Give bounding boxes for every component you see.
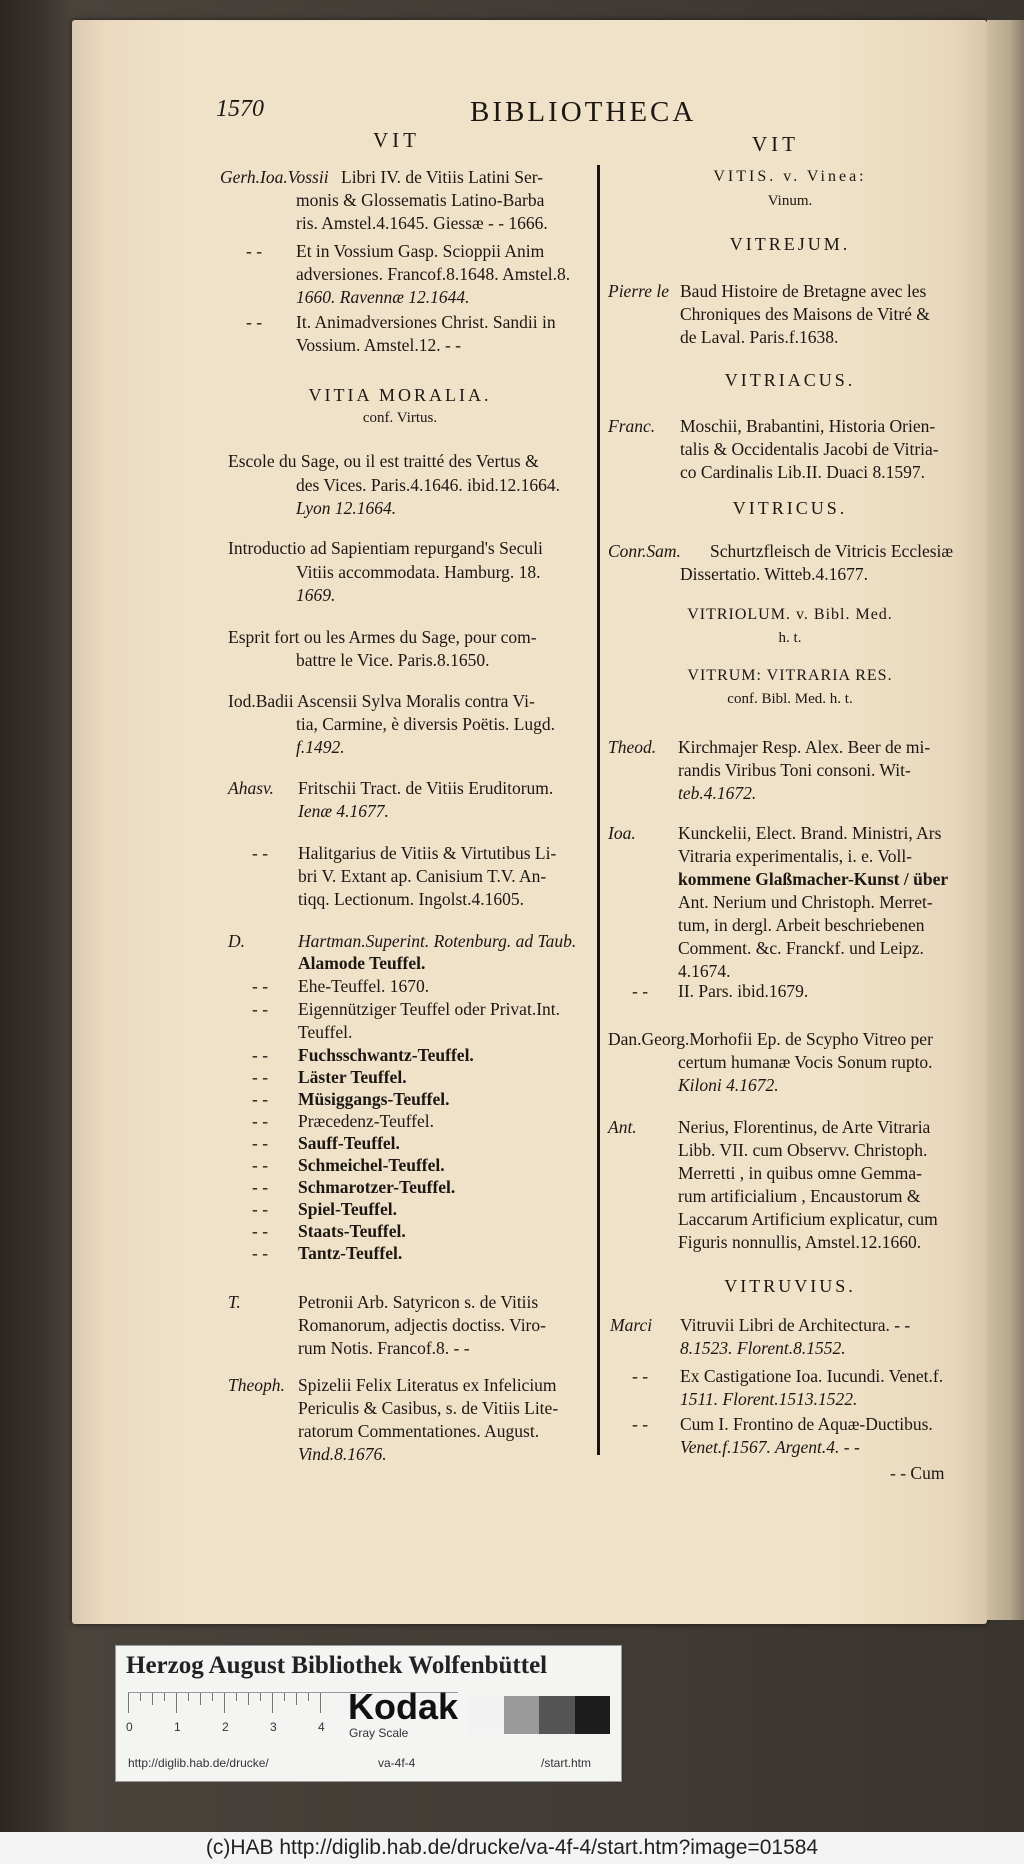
entry-text: Esprit fort ou les Armes du Sage, pour com- — [228, 627, 537, 647]
list-item: Müsiggangs-Teuffel. — [298, 1089, 450, 1109]
entry-text: randis Viribus Toni consoni. Wit- — [678, 760, 911, 780]
dash-marker: - - — [632, 1366, 649, 1386]
column-divider — [597, 165, 600, 1455]
entry-text: Nerius, Florentinus, de Arte Vitraria — [678, 1117, 931, 1137]
entry-author: Ioa. — [608, 823, 636, 843]
entry-text: Spizelii Felix Literatus ex Infelicium — [298, 1375, 557, 1395]
right-column-head: VIT — [752, 132, 799, 156]
entry-text: Comment. &c. Franckf. und Leipz. — [678, 938, 924, 958]
footer-bar — [0, 1832, 1024, 1864]
list-item: Läster Teuffel. — [298, 1067, 407, 1087]
entry-text: Vitiis accommodata. Hamburg. 18. — [296, 562, 541, 582]
entry-text: Et in Vossium Gasp. Scioppii Anim — [296, 241, 545, 261]
dash-marker: - - — [252, 1045, 269, 1065]
card-signature: va-4f-4 — [378, 1756, 416, 1770]
library-name: Herzog August Bibliothek Wolfenbüttel — [126, 1652, 548, 1679]
list-item: Eigennütziger Teuffel oder Privat.Int. — [298, 999, 561, 1019]
dash-marker: - - — [252, 843, 269, 863]
section-heading: VITIS. v. Vinea: — [713, 168, 867, 185]
entry-text: Schurtzfleisch de Vitricis Ecclesiæ — [710, 541, 954, 561]
entry-text: battre le Vice. Paris.8.1650. — [296, 650, 490, 670]
scale-number: 4 — [318, 1720, 325, 1734]
entry-text: Kunckelii, Elect. Brand. Ministri, Ars — [678, 823, 942, 843]
list-item: Spiel-Teuffel. — [298, 1199, 398, 1219]
entry-author: Franc. — [608, 416, 656, 436]
entry-text: Lyon 12.1664. — [296, 498, 397, 518]
ruler-tick — [248, 1693, 249, 1705]
scale-number: 2 — [222, 1720, 229, 1734]
next-page-edge — [987, 20, 1024, 1620]
entry-text: 8.1523. Florent.8.1552. — [680, 1338, 846, 1358]
dash-marker: - - — [252, 976, 269, 996]
list-item: Tantz-Teuffel. — [298, 1243, 403, 1263]
entry-text: tum, in dergl. Arbeit beschriebenen — [678, 915, 925, 935]
entry-text: 4.1674. — [678, 961, 731, 981]
ruler-tick — [140, 1693, 141, 1701]
dash-marker: - - — [252, 999, 269, 1019]
list-item: Fuchsschwantz-Teuffel. — [298, 1045, 474, 1065]
dash-marker: - - — [252, 1133, 269, 1153]
list-item: Ehe-Teuffel. 1670. — [298, 976, 430, 996]
entry-text: rum artificialium , Encaustorum & — [678, 1186, 921, 1206]
entry-text: Ex Castigatione Ioa. Iucundi. Venet.f. — [680, 1366, 944, 1386]
gray-scale-patches — [468, 1696, 610, 1734]
entry-text: talis & Occidentalis Jacobi de Vitria- — [680, 439, 939, 459]
entry-text: Vossium. Amstel.12. - - — [296, 335, 461, 355]
entry-text: tia, Carmine, è diversis Poëtis. Lugd. — [296, 714, 556, 734]
dash-marker: - - — [252, 1067, 269, 1087]
ruler-tick — [308, 1693, 309, 1701]
dash-marker: - - — [246, 312, 263, 332]
entry-text: Kirchmajer Resp. Alex. Beer de mi- — [678, 737, 931, 757]
entry-author: Pierre le — [608, 281, 670, 301]
entry-text: Kiloni 4.1672. — [678, 1075, 779, 1095]
entry-text: Dan.Georg.Morhofii Ep. de Scypho Vitreo per — [608, 1029, 933, 1049]
entry-text: Petronii Arb. Satyricon s. de Vitiis — [298, 1292, 539, 1312]
entry-text: Iod.Badii Ascensii Sylva Moralis contra Vi- — [228, 691, 535, 711]
entry-text: Introductio ad Sapientiam repurgand's Seculi — [228, 538, 543, 558]
entry-text: It. Animadversiones Christ. Sandii in — [296, 312, 556, 332]
entry-text: Venet.f.1567. Argent.4. - - — [680, 1437, 860, 1457]
entry-author: Conr.Sam. — [608, 541, 681, 561]
ruler-tick — [224, 1693, 225, 1713]
entry-text: Romanorum, adjectis doctiss. Viro- — [298, 1315, 546, 1335]
dash-marker: - - — [632, 981, 649, 1001]
entry-text: Dissertatio. Witteb.4.1677. — [680, 564, 869, 584]
gray-patch — [575, 1696, 611, 1734]
gray-patch — [539, 1696, 575, 1734]
list-item: Præcedenz-Teuffel. — [298, 1111, 434, 1131]
ruler-tick — [296, 1693, 297, 1705]
entry-text: ratorum Commentationes. August. — [298, 1421, 540, 1441]
entry-text: rum Notis. Francof.8. - - — [298, 1338, 470, 1358]
entry-text: Vitraria experimentalis, i. e. Voll- — [678, 846, 913, 866]
ruler-tick — [188, 1693, 189, 1701]
entry-author: Gerh.Ioa.Vossii — [220, 167, 329, 187]
list-item: Schmeichel-Teuffel. — [298, 1155, 445, 1175]
section-subheading: h. t. — [778, 630, 802, 646]
entry-text: Libri IV. de Vitiis Latini Ser- — [341, 167, 544, 187]
entry-author: Marci — [610, 1315, 653, 1335]
ruler-tick — [320, 1693, 321, 1713]
entry-text: Fritschii Tract. de Vitiis Eruditorum. — [298, 778, 554, 798]
entry-text: ris. Amstel.4.1645. Giessæ - - 1666. — [296, 213, 548, 233]
entry-text: des Vices. Paris.4.1646. ibid.12.1664. — [296, 475, 561, 495]
dash-marker: - - — [632, 1414, 649, 1434]
gray-patch — [504, 1696, 540, 1734]
scale-number: 1 — [174, 1720, 181, 1734]
page-number: 1570 — [216, 96, 264, 122]
entry-text: bri V. Extant ap. Canisium T.V. An- — [298, 866, 547, 886]
entry-author: D. — [228, 931, 246, 951]
scale-number: 3 — [270, 1720, 277, 1734]
entry-text: Vind.8.1676. — [298, 1444, 387, 1464]
card-url: http://diglib.hab.de/drucke/ — [128, 1756, 269, 1770]
card-start-path: /start.htm — [541, 1756, 592, 1770]
dash-marker: - - — [252, 1199, 269, 1219]
dash-marker: - - — [252, 1221, 269, 1241]
entry-text: 1511. Florent.1513.1522. — [680, 1389, 858, 1409]
entry-text: adversiones. Francof.8.1648. Amstel.8. — [296, 264, 571, 284]
dash-marker: - - — [252, 1243, 269, 1263]
list-item: Schmarotzer-Teuffel. — [298, 1177, 456, 1197]
ruler-tick — [152, 1693, 153, 1705]
entry-text: kommene Glaßmacher-Kunst / über — [678, 869, 949, 889]
catchword: - - Cum — [890, 1463, 945, 1483]
dash-marker: - - — [252, 1111, 269, 1131]
ruler-tick — [284, 1693, 285, 1701]
entry-author: Theod. — [608, 737, 657, 757]
section-heading: VITREJUM. — [729, 234, 851, 254]
ruler-tick — [272, 1693, 273, 1713]
entry-text: 1669. — [296, 585, 336, 605]
ruler-tick — [176, 1693, 177, 1713]
ruler-tick — [236, 1693, 237, 1701]
gray-patch — [468, 1696, 504, 1734]
entry-text: Vitruvii Libri de Architectura. - - — [680, 1315, 911, 1335]
entry-text: f.1492. — [296, 737, 345, 757]
entry-text: Ant. Nerium und Christoph. Merret- — [678, 892, 933, 912]
entry-text: de Laval. Paris.f.1638. — [680, 327, 839, 347]
entry-text: II. Pars. ibid.1679. — [678, 981, 809, 1001]
section-heading: VITRUM: VITRARIA RES. — [687, 667, 893, 684]
entry-text: Escole du Sage, ou il est traitté des Vertus & — [228, 451, 539, 471]
entry-text: certum humanæ Vocis Sonum rupto. — [678, 1052, 933, 1072]
entry-text: Merretti , in quibus omne Gemma- — [678, 1163, 922, 1183]
list-item: Staats-Teuffel. — [298, 1221, 406, 1241]
list-item: Sauff-Teuffel. — [298, 1133, 400, 1153]
section-subheading: conf. Virtus. — [362, 410, 438, 426]
entry-text: monis & Glossematis Latino-Barba — [296, 190, 545, 210]
ruler-tick — [260, 1693, 261, 1701]
section-heading: VITRIACUS. — [724, 370, 856, 390]
entry-text: Baud Histoire de Bretagne avec les — [680, 281, 927, 301]
dash-marker: - - — [246, 241, 263, 261]
section-subheading: Vinum. — [767, 193, 813, 209]
section-heading: VITRICUS. — [732, 498, 848, 518]
dash-marker: - - — [252, 1089, 269, 1109]
entry-text: teb.4.1672. — [678, 783, 757, 803]
ruler-tick — [164, 1693, 165, 1701]
entry-text: co Cardinalis Lib.II. Duaci 8.1597. — [680, 462, 925, 482]
entry-text: Ienæ 4.1677. — [298, 801, 389, 821]
ruler-tick — [200, 1693, 201, 1705]
entry-text: Moschii, Brabantini, Historia Orien- — [680, 416, 936, 436]
kodak-logo: Kodak — [348, 1686, 459, 1727]
gray-scale-label: Gray Scale — [349, 1726, 409, 1740]
scale-number: 0 — [126, 1720, 133, 1734]
dash-marker: - - — [252, 1177, 269, 1197]
entry-text: Chroniques des Maisons de Vitré & — [680, 304, 930, 324]
section-heading: VITIA MORALIA. — [308, 385, 492, 405]
entry-author: Ahasv. — [228, 778, 274, 798]
left-column-head: VIT — [373, 128, 420, 152]
entry-text: Figuris nonnullis, Amstel.12.1660. — [678, 1232, 922, 1252]
color-target-card — [115, 1645, 622, 1782]
entry-text: Cum I. Frontino de Aquæ-Ductibus. — [680, 1414, 933, 1434]
running-title: BIBLIOTHECA — [470, 96, 697, 128]
entry-author: Ant. — [608, 1117, 637, 1137]
ruler-tick — [128, 1693, 129, 1713]
entry-text: Halitgarius de Vitiis & Virtutibus Li- — [298, 843, 557, 863]
entry-text: Periculis & Casibus, s. de Vitiis Lite- — [298, 1398, 559, 1418]
list-item: Teuffel. — [298, 1022, 353, 1042]
entry-author: T. — [228, 1292, 241, 1312]
entry-author: Theoph. — [228, 1375, 285, 1395]
entry-text: tiqq. Lectionum. Ingolst.4.1605. — [298, 889, 525, 909]
footer-copyright-url: (c)HAB http://diglib.hab.de/drucke/va-4f-4/start.htm?image=01584 — [205, 1836, 819, 1859]
section-heading: VITRIOLUM. v. Bibl. Med. — [687, 606, 893, 623]
entry-text: 1660. Ravennæ 12.1644. — [296, 287, 470, 307]
dash-marker: - - — [252, 1155, 269, 1175]
section-heading: VITRUVIUS. — [724, 1276, 856, 1296]
ruler-tick — [212, 1693, 213, 1701]
entry-text: Hartman.Superint. Rotenburg. ad Taub. — [298, 931, 577, 951]
section-subheading: conf. Bibl. Med. h. t. — [727, 691, 853, 707]
entry-text: Laccarum Artificium explicatur, cum — [678, 1209, 938, 1229]
entry-text: Libb. VII. cum Observv. Christoph. — [678, 1140, 928, 1160]
list-item: Alamode Teuffel. — [298, 953, 426, 973]
